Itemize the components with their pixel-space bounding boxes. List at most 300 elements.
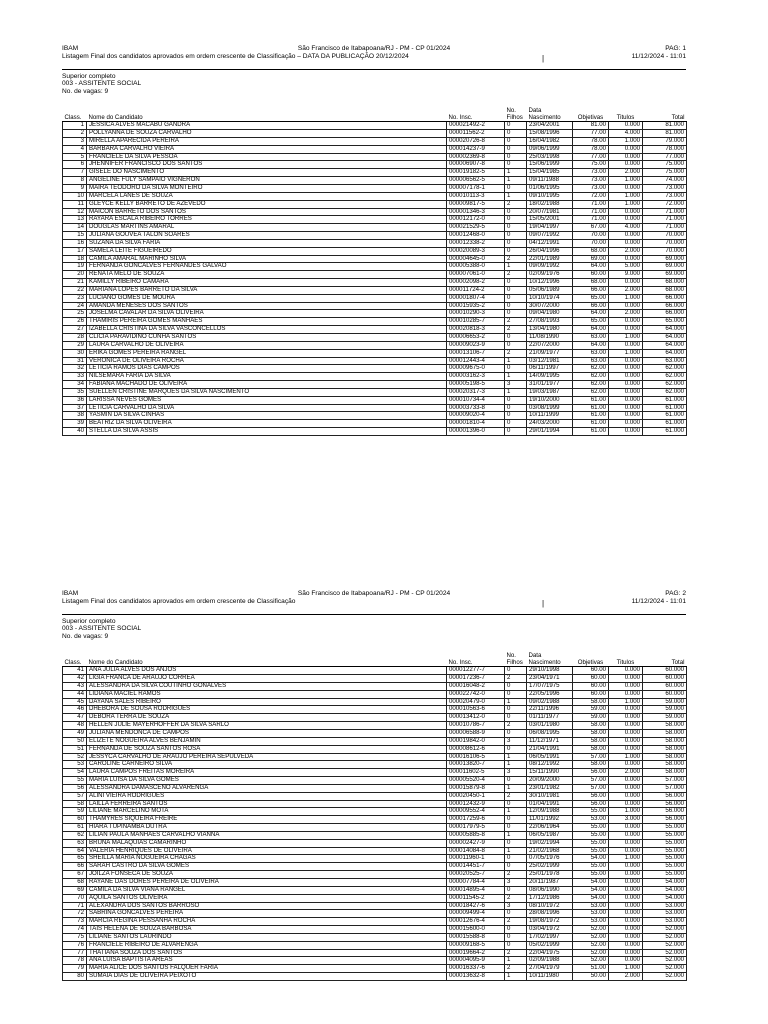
cell-birthdate: 21/04/1991 — [527, 745, 573, 753]
cell-children: 1 — [505, 169, 527, 177]
cell-children: 1 — [505, 263, 527, 271]
cell-children: 1 — [505, 388, 527, 396]
cell-class: 65 — [63, 855, 87, 863]
table-row — [63, 326, 687, 334]
cell-objective: 52.00 — [573, 949, 609, 957]
cell-insc: 000002369-8 — [447, 153, 505, 161]
cell-children: 0 — [505, 777, 527, 785]
cell-children: 0 — [505, 412, 527, 420]
cell-name: GISELE DO NASCIMENTO — [87, 169, 447, 177]
cell-class: 66 — [63, 863, 87, 871]
cell-class: 76 — [63, 941, 87, 949]
col-insc-header: No. Insc. — [447, 646, 505, 667]
cell-class: 58 — [63, 800, 87, 808]
cell-insc: 000003162-3 — [447, 373, 505, 381]
cell-objective: 64.00 — [573, 326, 609, 334]
table-row — [63, 334, 687, 342]
page-header — [62, 590, 686, 615]
cell-children: 0 — [505, 247, 527, 255]
cell-children: 0 — [505, 302, 527, 310]
cell-children: 0 — [505, 839, 527, 847]
cell-total: 70.000 — [643, 239, 687, 247]
cell-titles: 0.000 — [609, 428, 643, 436]
table-row — [63, 675, 687, 683]
cell-insc: 000017236-7 — [447, 675, 505, 683]
cell-titles: 1.000 — [609, 334, 643, 342]
cell-insc: 000005388-0 — [447, 263, 505, 271]
table-row — [63, 420, 687, 428]
cell-insc: 000016048-2 — [447, 682, 505, 690]
cell-name: BARBARA CARVALHO VIEIRA — [87, 145, 447, 153]
cell-children: 0 — [505, 863, 527, 871]
cell-titles: 5.000 — [609, 263, 643, 271]
cell-total: 62.000 — [643, 381, 687, 389]
col-total-header: Total — [643, 646, 687, 667]
cell-objective: 55.00 — [573, 824, 609, 832]
table-header-row — [63, 646, 687, 667]
cell-name: JULIANA GOUVEA TALON SOARES — [87, 232, 447, 240]
cell-insc: 000014451-7 — [447, 863, 505, 871]
cell-class: 43 — [63, 682, 87, 690]
cell-titles: 0.000 — [609, 918, 643, 926]
cell-name: LAURA CARVALHO DE OLIVEIRA — [87, 341, 447, 349]
cell-insc: 000007061-0 — [447, 271, 505, 279]
cell-birthdate: 09/07/1992 — [527, 232, 573, 240]
cell-children: 2 — [505, 871, 527, 879]
cell-insc: 000021492-2 — [447, 122, 505, 130]
cell-objective: 60.00 — [573, 271, 609, 279]
table-row — [63, 239, 687, 247]
cell-total: 56.000 — [643, 808, 687, 816]
listing-title: Listagem Final dos candidatos aprovados em ordem crescente de Classificação – DATA DA PUBLICAÇÃO 20/12/2024 — [62, 53, 409, 60]
table-row — [63, 729, 687, 737]
cell-name: RAYANE DAS DORES PEREIRA DE OLIVEIRA — [87, 879, 447, 887]
cell-total: 55.000 — [643, 863, 687, 871]
cell-class: 71 — [63, 902, 87, 910]
cell-insc: 000019664-2 — [447, 949, 505, 957]
cell-objective: 62.00 — [573, 373, 609, 381]
cell-class: 2 — [63, 130, 87, 138]
cell-name: ALEXANDRA DOS SANTOS BARROSO — [87, 902, 447, 910]
cell-objective: 52.00 — [573, 926, 609, 934]
cell-insc: 000010786-7 — [447, 722, 505, 730]
cell-birthdate: 18/02/1988 — [527, 200, 573, 208]
cell-insc: 000005520-4 — [447, 777, 505, 785]
cell-total: 55.000 — [643, 855, 687, 863]
cell-birthdate: 10/12/1996 — [527, 279, 573, 287]
cell-birthdate: 20/09/2000 — [527, 777, 573, 785]
cell-class: 62 — [63, 831, 87, 839]
cell-total: 68.000 — [643, 286, 687, 294]
cell-titles: 0.000 — [609, 729, 643, 737]
cell-birthdate: 03/04/1972 — [527, 926, 573, 934]
cell-objective: 53.00 — [573, 816, 609, 824]
cell-insc: 000009552-4 — [447, 808, 505, 816]
cell-insc: 000010290-3 — [447, 310, 505, 318]
cell-insc: 000013106-7 — [447, 349, 505, 357]
cell-birthdate: 19/10/2000 — [527, 396, 573, 404]
cell-children: 1 — [505, 357, 527, 365]
cell-titles: 1.000 — [609, 965, 643, 973]
cell-titles: 1.000 — [609, 855, 643, 863]
cell-children: 0 — [505, 690, 527, 698]
table-row — [63, 153, 687, 161]
cell-name: HELLEN JULIE MAYERHOFFER DA SILVA SARLO — [87, 722, 447, 730]
cell-class: 35 — [63, 388, 87, 396]
cell-class: 34 — [63, 381, 87, 389]
cell-total: 58.000 — [643, 729, 687, 737]
table-row — [63, 973, 687, 981]
cell-birthdate: 13/04/1980 — [527, 326, 573, 334]
cell-class: 14 — [63, 224, 87, 232]
cell-name: FRANCIELE DA SILVA PESSOA — [87, 153, 447, 161]
cell-objective: 60.00 — [573, 675, 609, 683]
cell-insc: 000022742-0 — [447, 690, 505, 698]
cell-children: 1 — [505, 957, 527, 965]
cell-name: THAMIRIS PEREIRA GOMES MANHAES — [87, 318, 447, 326]
cell-name: SUMAIA DIAS DE OLIVEIRA PEIXOTO — [87, 973, 447, 981]
col-class-header: Class. — [63, 101, 87, 122]
cell-children: 1 — [505, 192, 527, 200]
table-row — [63, 302, 687, 310]
cell-titles: 4.000 — [609, 224, 643, 232]
cell-class: 1 — [63, 122, 87, 130]
cell-birthdate: 21/02/1968 — [527, 847, 573, 855]
table-row — [63, 341, 687, 349]
cell-titles: 0.000 — [609, 318, 643, 326]
cell-titles: 0.000 — [609, 255, 643, 263]
cell-titles: 0.000 — [609, 879, 643, 887]
print-datetime: 11/12/2024 - 11:01 — [631, 598, 686, 605]
cell-insc: 000011562-2 — [447, 130, 505, 138]
cell-children: 1 — [505, 847, 527, 855]
cell-objective: 64.00 — [573, 341, 609, 349]
cell-birthdate: 06/08/1995 — [527, 729, 573, 737]
cell-insc: 000004095-9 — [447, 957, 505, 965]
table-row — [63, 247, 687, 255]
cell-objective: 70.00 — [573, 239, 609, 247]
cell-total: 74.000 — [643, 177, 687, 185]
cell-name: STELLA DA SILVA ASSIS — [87, 428, 447, 436]
table-header-row — [63, 101, 687, 122]
table-row — [63, 667, 687, 675]
cell-insc: 000001810-4 — [447, 420, 505, 428]
cell-total: 52.000 — [643, 941, 687, 949]
cell-total: 58.000 — [643, 745, 687, 753]
cell-birthdate: 22/07/2000 — [527, 341, 573, 349]
cell-children: 0 — [505, 216, 527, 224]
table-row — [63, 381, 687, 389]
cell-name: FERNANDA DE SOUZA SANTOS ROSA — [87, 745, 447, 753]
cell-total: 61.000 — [643, 420, 687, 428]
cell-objective: 59.00 — [573, 706, 609, 714]
cell-total: 70.000 — [643, 232, 687, 240]
cell-total: 60.000 — [643, 675, 687, 683]
cell-birthdate: 23/04/2001 — [527, 122, 573, 130]
cell-children: 0 — [505, 232, 527, 240]
cell-objective: 60.00 — [573, 667, 609, 675]
cell-insc: 000018427-6 — [447, 902, 505, 910]
cell-objective: 60.00 — [573, 682, 609, 690]
cell-total: 61.000 — [643, 428, 687, 436]
cell-insc: 000002427-9 — [447, 839, 505, 847]
separator-bar: | — [542, 599, 545, 608]
cell-class: 52 — [63, 753, 87, 761]
cell-total: 55.000 — [643, 839, 687, 847]
cell-insc: 000016106-5 — [447, 753, 505, 761]
table-row — [63, 200, 687, 208]
cell-children: 0 — [505, 184, 527, 192]
table-row — [63, 184, 687, 192]
cell-class: 63 — [63, 839, 87, 847]
page-info — [632, 45, 686, 61]
cell-total: 66.000 — [643, 294, 687, 302]
cell-children: 0 — [505, 404, 527, 412]
table-row — [63, 879, 687, 887]
cell-birthdate: 23/04/1971 — [527, 675, 573, 683]
cell-class: 25 — [63, 310, 87, 318]
table-row — [63, 910, 687, 918]
table-row — [63, 357, 687, 365]
cell-total: 79.000 — [643, 137, 687, 145]
cell-birthdate: 19/04/1997 — [527, 224, 573, 232]
cell-objective: 66.00 — [573, 302, 609, 310]
cell-name: ANGELINE FULY SAMPAIO VIGNERON — [87, 177, 447, 185]
cell-insc: 000005885-8 — [447, 831, 505, 839]
vacancy-count: No. de vagas: 9 — [62, 632, 109, 640]
cell-class: 42 — [63, 675, 87, 683]
cell-total: 52.000 — [643, 973, 687, 981]
table-row — [63, 816, 687, 824]
contest-title: São Francisco de Itabapoana/RJ - PM - CP 01/2024 — [297, 590, 451, 597]
cell-objective: 63.00 — [573, 349, 609, 357]
cell-titles: 0.000 — [609, 153, 643, 161]
cell-children: 0 — [505, 729, 527, 737]
cell-children: 0 — [505, 294, 527, 302]
page-number: PAG: 2 — [665, 590, 686, 597]
cell-total: 72.000 — [643, 200, 687, 208]
cell-titles: 0.000 — [609, 777, 643, 785]
cell-class: 73 — [63, 918, 87, 926]
cell-total: 56.000 — [643, 792, 687, 800]
cell-birthdate: 31/01/1977 — [527, 381, 573, 389]
cell-birthdate: 03/08/1999 — [527, 404, 573, 412]
cell-name: JHENNIFER FRANCISCO DOS SANTOS — [87, 161, 447, 169]
cell-titles: 0.000 — [609, 690, 643, 698]
cell-insc: 000013632-8 — [447, 973, 505, 981]
cell-objective: 54.00 — [573, 886, 609, 894]
cell-titles: 0.000 — [609, 396, 643, 404]
cell-total: 55.000 — [643, 831, 687, 839]
cell-name: LUCIANO GOMES DE MOURA — [87, 294, 447, 302]
cell-birthdate: 22/01/1989 — [527, 255, 573, 263]
cell-class: 13 — [63, 216, 87, 224]
cell-insc: 000015600-0 — [447, 926, 505, 934]
position-name: 003 - ASSITENTE SOCIAL — [62, 625, 142, 633]
cell-name: AQUILA SANTOS OLIVEIRA — [87, 894, 447, 902]
cell-name: THATIANA SOUZA DOS SANTOS — [87, 949, 447, 957]
table-row — [63, 784, 687, 792]
cell-insc: 000007784-4 — [447, 879, 505, 887]
cell-class: 18 — [63, 255, 87, 263]
cell-insc: 000010285-7 — [447, 318, 505, 326]
table-row — [63, 855, 687, 863]
cell-total: 70.000 — [643, 247, 687, 255]
table-row — [63, 965, 687, 973]
cell-birthdate: 06/05/1991 — [527, 753, 573, 761]
cell-children: 2 — [505, 200, 527, 208]
cell-class: 45 — [63, 698, 87, 706]
position-info — [62, 618, 686, 640]
cell-objective: 71.00 — [573, 200, 609, 208]
cell-titles: 0.000 — [609, 745, 643, 753]
cell-total: 75.000 — [643, 161, 687, 169]
cell-objective: 55.00 — [573, 847, 609, 855]
cell-children: 2 — [505, 318, 527, 326]
cell-birthdate: 09/11/1988 — [527, 177, 573, 185]
cell-insc: 000012443-4 — [447, 357, 505, 365]
cell-name: VERONICA DE OLIVEIRA ROCHA — [87, 357, 447, 365]
cell-name: IZABELLA CRISTINA DA SILVA VASCONCELLOS — [87, 326, 447, 334]
cell-name: MARCELA LANES DE SOUZA — [87, 192, 447, 200]
cell-titles: 0.000 — [609, 682, 643, 690]
cell-name: HIARA TUPINAMBA DUTRA — [87, 824, 447, 832]
cell-children: 0 — [505, 926, 527, 934]
cell-objective: 68.00 — [573, 279, 609, 287]
cell-children: 2 — [505, 722, 527, 730]
cell-objective: 52.00 — [573, 941, 609, 949]
cell-children: 0 — [505, 910, 527, 918]
table-row — [63, 722, 687, 730]
cell-birthdate: 11/08/1990 — [527, 334, 573, 342]
cell-children: 3 — [505, 879, 527, 887]
cell-titles: 0.000 — [609, 792, 643, 800]
cell-objective: 62.00 — [573, 381, 609, 389]
cell-titles: 2.000 — [609, 769, 643, 777]
table-row — [63, 161, 687, 169]
cell-children: 2 — [505, 675, 527, 683]
cell-objective: 58.00 — [573, 761, 609, 769]
cell-name: LIDIANA MACIEL RAMOS — [87, 690, 447, 698]
cell-children: 1 — [505, 753, 527, 761]
cell-titles: 1.000 — [609, 192, 643, 200]
cell-titles: 0.000 — [609, 357, 643, 365]
cell-titles: 0.000 — [609, 831, 643, 839]
table-row — [63, 902, 687, 910]
cell-name: FABIANA MACHADO DE OLIVEIRA — [87, 381, 447, 389]
print-datetime: 11/12/2024 - 11:01 — [631, 53, 686, 60]
cell-class: 9 — [63, 184, 87, 192]
cell-titles: 0.000 — [609, 926, 643, 934]
cell-class: 56 — [63, 784, 87, 792]
result-page-2 — [62, 590, 686, 981]
cell-objective: 53.00 — [573, 902, 609, 910]
cell-total: 58.000 — [643, 769, 687, 777]
cell-total: 60.000 — [643, 667, 687, 675]
cell-birthdate: 22/11/1996 — [527, 706, 573, 714]
cell-insc: 000006588-9 — [447, 729, 505, 737]
cell-birthdate: 02/09/1976 — [527, 271, 573, 279]
cell-objective: 78.00 — [573, 145, 609, 153]
cell-titles: 1.000 — [609, 294, 643, 302]
cell-titles: 0.000 — [609, 871, 643, 879]
cell-name: KAMILLY RIBEIRO CAMARA — [87, 279, 447, 287]
contest-title: São Francisco de Itabapoana/RJ - PM - CP 01/2024 — [297, 45, 451, 52]
cell-name: VALERIA HENRIQUES DE OLIVEIRA — [87, 847, 447, 855]
cell-children: 0 — [505, 886, 527, 894]
cell-name: FRANCIELE RIBEIRO DE ALVARENGA — [87, 941, 447, 949]
cell-class: 69 — [63, 886, 87, 894]
cell-total: 66.000 — [643, 302, 687, 310]
cell-name: ANA LUISA BAPTISTA AREAS — [87, 957, 447, 965]
cell-name: MARCIA REGINA PESSANHA ROCHA — [87, 918, 447, 926]
vacancy-count: No. de vagas: 9 — [62, 87, 109, 95]
col-titles-header: Titulos — [609, 646, 643, 667]
cell-objective: 64.00 — [573, 310, 609, 318]
cell-objective: 61.00 — [573, 420, 609, 428]
cell-titles: 0.000 — [609, 145, 643, 153]
col-objective-header: Objetivas — [573, 646, 609, 667]
cell-insc: 000010563-6 — [447, 706, 505, 714]
cell-total: 54.000 — [643, 879, 687, 887]
cell-objective: 58.00 — [573, 745, 609, 753]
cell-titles: 0.000 — [609, 706, 643, 714]
cell-name: SARAH CASTRO DA SILVA GOMES — [87, 863, 447, 871]
cell-total: 62.000 — [643, 365, 687, 373]
cell-objective: 54.00 — [573, 855, 609, 863]
cell-name: FERNANDA GONCALVES FERNANDES GALVAO — [87, 263, 447, 271]
cell-birthdate: 26/04/1996 — [527, 247, 573, 255]
cell-insc: 000011602-5 — [447, 769, 505, 777]
cell-birthdate: 23/01/1982 — [527, 784, 573, 792]
cell-class: 8 — [63, 177, 87, 185]
cell-name: SHEILLA MARIA NOGUEIRA CHAGAS — [87, 855, 447, 863]
cell-birthdate: 25/03/1998 — [527, 153, 573, 161]
table-row — [63, 777, 687, 785]
cell-birthdate: 09/09/1992 — [527, 263, 573, 271]
cell-birthdate: 19/08/1972 — [527, 918, 573, 926]
cell-birthdate: 15/04/1985 — [527, 169, 573, 177]
col-total-header: Total — [643, 101, 687, 122]
cell-name: MARIANA LOPES BARRETO DA SILVA — [87, 286, 447, 294]
cell-children: 3 — [505, 381, 527, 389]
cell-name: SUELLEN CRISTINE MARQUES DA SILVA NASCIMENTO — [87, 388, 447, 396]
cell-children: 1 — [505, 784, 527, 792]
page-number: PAG: 1 — [665, 45, 686, 52]
cell-children: 0 — [505, 137, 527, 145]
cell-insc: 000015588-8 — [447, 933, 505, 941]
cell-objective: 55.00 — [573, 831, 609, 839]
cell-objective: 60.00 — [573, 690, 609, 698]
cell-insc: 000009675-0 — [447, 365, 505, 373]
cell-insc: 000012172-0 — [447, 216, 505, 224]
cell-total: 81.000 — [643, 122, 687, 130]
cell-birthdate: 03/01/1980 — [527, 722, 573, 730]
cell-total: 73.000 — [643, 192, 687, 200]
cell-objective: 73.00 — [573, 169, 609, 177]
table-row — [63, 318, 687, 326]
cell-objective: 70.00 — [573, 232, 609, 240]
cell-birthdate: 06/11/1997 — [527, 365, 573, 373]
table-row — [63, 839, 687, 847]
cell-titles: 0.000 — [609, 365, 643, 373]
cell-children: 1 — [505, 831, 527, 839]
cell-insc: 000016337-6 — [447, 965, 505, 973]
cell-titles: 0.000 — [609, 208, 643, 216]
cell-objective: 53.00 — [573, 918, 609, 926]
cell-insc: 000006907-8 — [447, 161, 505, 169]
cell-total: 59.000 — [643, 698, 687, 706]
